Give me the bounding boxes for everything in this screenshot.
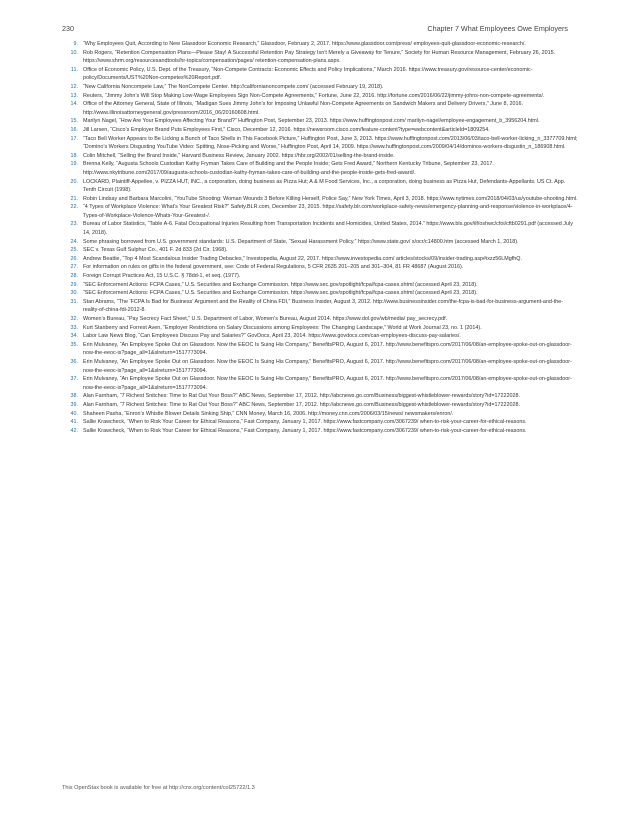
endnote-text: Erin Mulvaney, “An Employee Spoke Out on Glassdoor. Now the EEOC Is Suing His Company,” BenefitsPRO, August 6, 2017. http://www.benefitspro.com/2017/06/08/an-employee-spoke-out-on-glassdoor-now-the-eeoc-is?page_all=1&slreturn=1517773094. [83,358,572,374]
endnote-text: Erin Mulvaney, “An Employee Spoke Out on Glassdoor. Now the EEOC Is Suing His Company,” BenefitsPRO, August 6, 2017. http://www.benefitspro.com/2017/06/08/an-employee-spoke-out-on-glassdoor-now-the-eeoc-is?page_all=1&slreturn=1517773094. [83,376,572,391]
endnote-text: “SEC Enforcement Actions: FCPA Cases,” U.S. Securities and Exchange Commission. https://www.sec.gov/spotlight/fcpa/fcpa-cases.shtml (accessed April 23, 2018). [83,281,478,288]
endnote-text: Marilyn Nagel, “How Are Your Employees Affecting Your Brand?” Huffington Post, September 23, 2013. https://www.huffingtonpost.com/ marilyn-nagel/employee-engagement_b_3956204.html. [83,118,540,125]
endnote-text: Kurt Stanberry and Forrest Aven, “Employer Restrictions on Salary Discussions among Employees: The Changing Landscape,” World at Work Journal 23, no. 1 (2014). [83,324,482,331]
endnote-text: Erin Mulvaney, “An Employee Spoke Out on Glassdoor. Now the EEOC Is Suing His Company,” BenefitsPRO, August 6, 2017. http://www.benefitspro.com/2017/06/08/an-employee-spoke-out-on-glassdoor-now-the-eeoc-is?page_all=1&slreturn=1517773094. [83,341,572,357]
endnote-item [62,117,578,126]
endnote-number: 28. [70,273,78,280]
endnote-item [62,324,578,333]
chapter-title: Chapter 7 What Employees Owe Employers [427,24,568,33]
endnote-number: 25. [70,247,78,254]
endnote-text: “Taco Bell Worker Appears to Be Licking a Bunch of Taco Shells in This Facebook Picture,” Huffington Post, June 3, 2013. https://www.huffingtonpost.com/2013/06/03/taco-bell-worker-licking_n_3377709.html; “Domino’s Workers Disgusting YouTube Video: Spitting, Nose-Picking and Worse,” Huffington Post, April 14, 2009. https://www.huffingtonpost.com/2009/04/14/dominos-workers-disgustin_n_186908.html. [83,135,578,151]
endnote-number: 40. [70,410,78,417]
endnote-text: Alan Farnham, “7 Richest Snitches: Time to Rat Out Your Boss?” ABC News, September 17, 2012. http://abcnews.go.com/Business/biggest-whistleblower-rewards/story?id=17222028. [83,393,521,400]
endnote-text: Office of Economic Policy, U.S. Dept. of the Treasury, “Non-Compete Contracts: Economic Effects and Policy Implications,” March 2016. https://www.treasury.gov/resource-center/economic-policy/Documents/UST%20Non-competes%20Report.pdf. [83,66,533,82]
endnote-number: 30. [70,290,78,297]
endnote-number: 29. [70,281,78,288]
endnote-number: 27. [70,264,78,271]
endnote-number: 37. [70,376,78,383]
endnote-item [62,341,578,358]
endnote-item [62,401,578,410]
endnote-item [62,418,578,427]
endnote-number: 17. [70,135,78,142]
endnote-item [62,272,578,281]
endnote-text: “New California Noncompete Law,” The NonCompete Center. http://californianoncompete.com/ (accessed February 19, 2018). [83,83,384,90]
endnote-text: SEC v. Texas Gulf Sulphur Co., 401 F. 2d 833 (2d Cir. 1968). [83,247,228,254]
endnote-item [62,332,578,341]
endnote-number: 18. [70,152,78,159]
page-header [62,24,568,36]
endnote-item [62,358,578,375]
endnote-text: Robin Lindsay and Barbara Marcolini, “YouTube Shooting: Woman Wounds 3 Before Killing Herself, Police Say,” New York Times, April 3, 2018. https://www.nytimes.com/2018/04/03/us/youtube-shooting.html. [83,195,578,202]
endnote-text: Alan Farnham, “7 Richest Snitches: Time to Rat Out Your Boss?” ABC News, September 17, 2012. http://abcnews.go.com/Business/biggest-whistleblower-rewards/story?id=17222028. [83,401,521,408]
endnote-text: Stan Abrams, “The ‘FCPA Is Bad for Business’ Argument and the Reality of China FDI,” Business Insider, August 3, 2012. http://www.businessinsider.com/the-fcpa-is-bad-for-business-argument-and-the-reality-of-china-fdi-2012-8. [83,298,563,314]
endnote-number: 10. [70,49,78,56]
endnote-number: 24. [70,238,78,245]
endnote-item [62,375,578,392]
endnote-item [62,203,578,220]
endnote-text: Andrew Beattie, “Top 4 Most Scandalous Insider Trading Debacles,” Investopedia, August 22, 2017. https://www.investopedia.com/ articles/stocks/09/insider-trading.asp#ixzz56LMgfhQ. [83,255,522,262]
endnote-number: 36. [70,358,78,365]
endnote-number: 22. [70,204,78,211]
endnote-number: 15. [70,118,78,125]
endnote-number: 31. [70,298,78,305]
endnote-item [62,126,578,135]
endnote-text: Labor Law News Blog, “Can Employees Discuss Pay and Salaries?” GovDocs, April 23, 2014. https://www.govdocs.com/can-employees-discuss-pay-salaries/. [83,333,461,340]
endnote-number: 32. [70,316,78,322]
endnote-text: Shaheen Pasha, “Enron’s Whistle Blower Details Sinking Ship,” CNN Money, March 16, 2006. http://money.cnn.com/2006/03/15/news/ newsmakers/enron/. [83,410,454,417]
endnote-item [62,152,578,161]
endnote-number: 41. [70,419,78,426]
endnote-item [62,220,578,237]
endnote-text: Rob Rogers, “Retention Compensation Plans—Please Stay! A Successful Retention Pay Strategy Isn’t Merely a Giveaway for Tenure,” Society for Human Resource Management, February 26, 2015. https://www.shrm.org/resourcesandtools/hr-topics/compensation/pages/ retention-compensation-plans.aspx. [83,49,556,65]
endnote-item [62,315,578,324]
endnote-item [62,238,578,247]
endnote-number: 20. [70,178,78,185]
endnote-number: 26. [70,255,78,262]
endnote-text: For information on rules on gifts in the federal government, see: Code of Federal Regulations, 5 CFR 2635 201–205 and 301–304, 81 FR 48687 (August 2016). [83,264,464,271]
endnote-number: 23. [70,221,78,228]
endnote-text: Women’s Bureau, “Pay Secrecy Fact Sheet,” U.S. Department of Labor, Women’s Bureau, August 2014. https://www.dol.gov/wb/media/ pay_secrecy.pdf. [83,316,448,322]
endnote-item [62,160,578,177]
endnote-text: “4 Types of Workplace Violence: What’s Your Greatest Risk?” Safety.BLR.com, December 23, 2015. https://safety.blr.com/workplace-safety-news/emergency-planning-and-response/violence-in-workplace/4-Types-of-Workplace-Violence-Whats-Your-Greatest-/. [83,204,573,219]
endnote-item [62,255,578,264]
endnote-text: Brenna Kelly, “Augusta Schools Custodian Kathy Fryman Takes Care of Building and the People Inside; Gets Fred Award,” Northern Kentucky Tribune, September 23, 2017. http://www.nkytribune.com/2017/09/augusta-schools-custodian-kathy-fryman-takes-care-of-building-and-the-people-inside-gets-fred-award/. [83,161,494,176]
endnote-number: 13. [70,92,78,99]
endnote-number: 35. [70,341,78,348]
endnote-number: 34. [70,333,78,340]
endnote-item [62,195,578,204]
endnote-text: Sallie Krawcheck, “When to Risk Your Career for Ethical Reasons,” Fast Company, January 1, 2017. https://www.fastcompany.com/3067239/ when-to-risk-your-career-for-ethical-reasons. [83,419,527,426]
endnote-text: Office of the Attorney General, State of Illinois, “Madigan Sues Jimmy John’s for Imposing Unlawful Non-Compete Agreements on Sandwich Makers and Delivery Drivers,” June 8, 2016. http://www.illinoisattorneygeneral.gov/pressroom/2016_06/20160608.html. [83,101,523,116]
endnote-text: Sallie Krawcheck, “When to Risk Your Career for Ethical Reasons,” Fast Company, January 1, 2017. https://www.fastcompany.com/3067239/ when-to-risk-your-career-for-ethical-reasons. [83,427,527,434]
endnote-number: 33. [70,324,78,331]
endnote-item [62,246,578,255]
endnote-number: 12. [70,83,78,90]
endnote-item [62,40,578,49]
endnote-text: Colin Mitchell, “Selling the Brand Inside,” Harvard Business Review, January 2002. https://hbr.org/2002/01/selling-the-brand-inside. [83,152,395,159]
endnote-item [62,49,578,66]
endnote-item [62,281,578,290]
endnote-text: LOCKARD, Plaintiff-Appellee, v. PIZZA HUT, INC., a corporation, doing business as Pizza Hut; A & M Food Services, Inc., a corporation, doing business as Pizza Hut, Defendants-Appellants. US Ct. App. Tenth Circuit (1998). [83,178,566,194]
endnote-item [62,92,578,101]
endnote-text: Some phrasing borrowed from U.S. government standards: U.S. Department of State, “Sexual Harassment Policy.” https://www.state.gov/ s/ocr/c14800.htm (accessed March 1, 2018). [83,238,519,245]
endnote-item [62,178,578,195]
endnote-item [62,410,578,419]
endnote-text: Jill Larsen, “Cisco’s Employer Brand Puts Employees First,” Cisco, December 12, 2016. https://newsroom.cisco.com/feature-content?type=webcontent&articleId=1809254. [83,126,490,133]
endnote-item [62,427,578,436]
endnote-text: Foreign Corrupt Practices Act, 15 U.S.C. § 78dd-1, et seq. (1977). [83,273,241,280]
endnote-number: 39. [70,401,78,408]
endnote-number: 19. [70,161,78,168]
page-number: 230 [62,24,74,33]
endnote-item [62,66,578,83]
endnote-item [62,83,578,92]
endnote-text: “Why Employees Quit, According to New Glassdoor Economic Research,” Glassdoor, February 2, 2017. https://www.glassdoor.com/press/ employees-quit-glassdoor-economic-research/. [83,41,526,47]
endnote-number: 38. [70,393,78,400]
endnote-item [62,135,578,152]
endnote-item [62,298,578,315]
endnote-number: 11. [70,66,78,73]
endnote-item [62,289,578,298]
endnote-item [62,392,578,401]
endnote-text: Bureau of Labor Statistics, “Table A-6. Fatal Occupational Injuries Resulting from Transportation Incidents and Homicides, United States, 2014.” https://www.bls.gov/iif/oshwc/cfoi/cftb0291.pdf (accessed July 14, 2018). [83,221,573,237]
endnote-number: 14. [70,101,78,108]
endnote-text: “SEC Enforcement Actions: FCPA Cases,” U.S. Securities and Exchange Commission. https://www.sec.gov/spotlight/fcpa/fcpa-cases.shtml (accessed April 23, 2018). [83,290,478,297]
endnote-number: 21. [70,195,78,202]
endnote-item [62,263,578,272]
endnote-number: 42. [70,427,78,434]
endnotes-list [62,40,578,435]
endnote-number: 9. [73,41,78,47]
endnote-item [62,100,578,117]
page-footer: This OpenStax book is available for free at http://cnx.org/content/col25722/1.3 [62,785,255,791]
endnote-number: 16. [70,126,78,133]
endnote-text: Reuters, “Jimmy John’s Will Stop Making Low-Wage Employees Sign Non-Compete Agreements,” Fortune, June 22, 2016. http://fortune.com/2016/06/22/jimmy-johns-non-compete-agreements/. [83,92,545,99]
